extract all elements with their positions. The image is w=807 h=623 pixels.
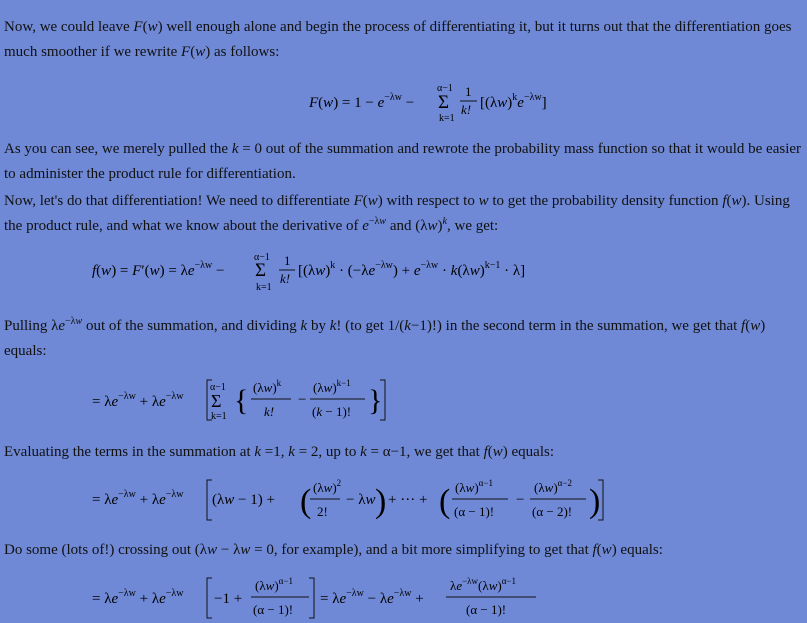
- svg-text:k!: k!: [264, 404, 275, 419]
- svg-text:k!: k!: [461, 102, 472, 117]
- paragraph-4: Pulling $\lambda e^{-\lambda w}$ out of the summation, and dividing k by k! (to get 1/(k−1)!) in the second term in the summation, we get that f(w) equals:: [4, 316, 766, 359]
- svg-text:(: (: [439, 483, 451, 520]
- svg-text:f(w) = F′(w) = λe−λw −: $f(w) = F'(w) = \lambda e^{-\lambda w}$ −: [92, 260, 225, 279]
- paragraph-5: Evaluating the terms in the summation at k =1, k = 2, up to k = α−1, we get that f(w) equals:: [4, 444, 555, 460]
- svg-text:(λw)α−1: $(\lambda w)^{\alpha-1}$: [255, 576, 293, 593]
- paragraph-2: As you can see, we merely pulled the k = 0 out of the summation and rewrote the probability mass function so that it would be easier to administer the product rule for differentiation.: [4, 141, 802, 182]
- svg-text:(: (: [300, 483, 312, 520]
- svg-text:k=1: k=1: [256, 282, 272, 293]
- svg-text:k=1: k=1: [439, 113, 455, 124]
- svg-text:(λw)α−1: $(\lambda w)^{\alpha-1}$: [455, 478, 493, 495]
- paragraph-6: Do some (lots of!) crossing out (λw − λw = 0, for example), and a bit more simplifying to get that f(w) equals:: [4, 542, 663, 558]
- svg-text:(λw)k−1: $(\lambda w)^{k-1}$: [313, 378, 351, 395]
- svg-text:− λw: − λw: [346, 492, 376, 508]
- svg-text:+ ··· +: + ··· +: [388, 492, 428, 508]
- svg-text:[(λw)ke−λw]: $[(\lambda w)^ke^{-\lambda w}]$: [480, 92, 547, 111]
- equation-2: [88, 249, 558, 295]
- svg-text:(k − 1)!: (k − 1)!: [312, 404, 352, 419]
- svg-text:Σ: Σ: [255, 260, 267, 281]
- equation-3: [88, 374, 398, 426]
- svg-text:1: 1: [465, 84, 472, 99]
- svg-text:(λw)k: $(\lambda w)^k$: [253, 378, 282, 395]
- svg-text:Σ: Σ: [438, 92, 450, 113]
- svg-text:= λe−λw + λe−λw: = $\lambda e^{-\lambda w} + \lambda e^{-\lambda w}$: [92, 588, 184, 607]
- svg-text:): ): [589, 483, 601, 520]
- equation-4: [88, 474, 608, 526]
- svg-text:λe−λw(λw)α−1: $\lambda e^{-\lambda w}(\lambda w)^{\alpha-1}$: [450, 576, 516, 593]
- svg-text:(λw)2: $(\lambda w)^2$: [313, 478, 342, 495]
- svg-text:= λe−λw − λe−λw +: = $\lambda e^{-\lambda w} - \lambda e^{-\lambda w}$ +: [320, 588, 424, 607]
- svg-text:1: 1: [284, 253, 291, 268]
- svg-text:(α − 1)!: (α − 1)!: [466, 602, 507, 617]
- svg-text:(α − 2)!: (α − 2)!: [532, 504, 573, 519]
- svg-text:(α − 1)!: (α − 1)!: [253, 602, 294, 617]
- svg-text:−: −: [516, 492, 525, 508]
- svg-text:): ): [375, 483, 387, 520]
- svg-text:k!: k!: [280, 271, 291, 286]
- svg-text:}: }: [368, 384, 383, 417]
- svg-text:[(λw)k · (−λe−λw) + e−λw · k(λ: $[(\lambda w)^k \cdot (-\lambda e^{-\lambda w}) + e^{-\lambda w} \cdot k(\lambda w)^{k-1} \cdot \lambda]$: [298, 260, 526, 279]
- paragraph-1: Now, we could leave F(w) well enough alone and begin the process of differentiating it, but it turns out that the differentiation goes much smoother if we rewrite F(w) as follows:: [4, 19, 792, 60]
- svg-text:k=1: k=1: [211, 411, 227, 422]
- svg-text:α−1: α−1: [254, 252, 270, 263]
- svg-text:−1 +: −1 +: [214, 591, 243, 607]
- svg-text:Σ: Σ: [211, 391, 222, 411]
- svg-text:F(w) = 1 − e−λw −: $F(w) = 1 - e^{-\lambda w}$ −: [309, 92, 415, 111]
- svg-text:= λe−λw + λe−λw: = $\lambda e^{-\lambda w} + \lambda e^{-\lambda w}$: [92, 391, 184, 410]
- svg-text:2!: 2!: [317, 504, 328, 519]
- svg-text:(λw − 1) +: (λw − 1) +: [212, 492, 275, 508]
- equation-1: [305, 80, 565, 126]
- svg-text:= λe−λw + λe−λw: = $\lambda e^{-\lambda w} + \lambda e^{-\lambda w}$: [92, 489, 184, 508]
- svg-text:α−1: α−1: [437, 83, 453, 94]
- svg-text:(α − 1)!: (α − 1)!: [454, 504, 495, 519]
- svg-text:α−1: α−1: [210, 382, 226, 393]
- paragraph-3: Now, let's do that differentiation! We need to differentiate F(w) with respect to w to get the probability density function f(w). Using the product rule, and what we know about the derivative of $e^{-\lambda w}$ and $(\lambda w)^k$, we get:: [4, 193, 790, 234]
- svg-text:{: {: [234, 384, 249, 417]
- equation-5: [88, 572, 548, 622]
- svg-text:(λw)α−2: $(\lambda w)^{\alpha-2}$: [534, 478, 572, 495]
- svg-text:−: −: [298, 392, 307, 408]
